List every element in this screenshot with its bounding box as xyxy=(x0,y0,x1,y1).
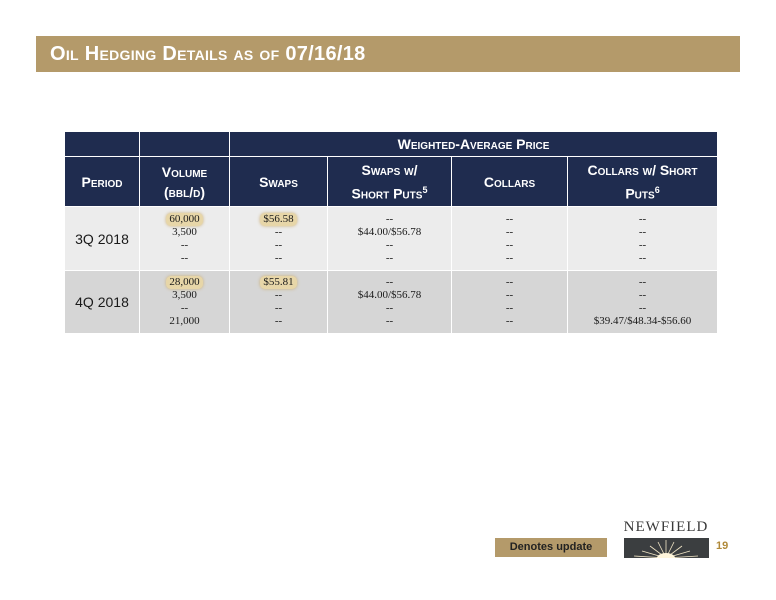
header-period: Period xyxy=(65,157,140,207)
cell-value: -- xyxy=(638,212,647,225)
cell-value: $39.47/$48.34-$56.60 xyxy=(593,315,692,327)
cell-collars-short-puts xyxy=(568,207,718,271)
cell-period: 3Q 2018 xyxy=(65,207,140,271)
footnote-marker: 5 xyxy=(422,184,428,195)
header-swaps-short-puts xyxy=(328,157,452,207)
cell-value: -- xyxy=(505,315,514,327)
cell-value: -- xyxy=(385,251,394,264)
cell-value: -- xyxy=(505,238,514,251)
company-logo-icon xyxy=(624,538,709,558)
cell-value: -- xyxy=(180,302,189,314)
cell-value: -- xyxy=(180,238,189,251)
cell-value: -- xyxy=(505,212,514,225)
header-volume xyxy=(140,157,230,207)
cell-value: -- xyxy=(505,302,514,314)
header-weighted-average-price: Weighted-Average Price xyxy=(230,132,718,157)
cell-value: -- xyxy=(505,289,514,301)
cell-value: -- xyxy=(505,276,514,288)
page-number: 19 xyxy=(716,540,729,552)
cell-value: 3,500 xyxy=(172,289,197,301)
cell-value: -- xyxy=(385,276,394,288)
oil-hedging-table xyxy=(64,131,718,334)
cell-value: -- xyxy=(385,302,394,314)
cell-value: -- xyxy=(638,289,647,301)
cell-value-updated: 60,000 xyxy=(166,213,202,226)
cell-value: -- xyxy=(638,302,647,314)
cell-value: 21,000 xyxy=(169,315,200,327)
cell-value: -- xyxy=(505,225,514,238)
cell-value-updated: $55.81 xyxy=(260,276,296,289)
table-group-header-row xyxy=(65,132,718,157)
cell-value: -- xyxy=(274,289,283,301)
cell-value: -- xyxy=(505,251,514,264)
cell-value: -- xyxy=(385,315,394,327)
cell-value: -- xyxy=(274,302,283,314)
cell-value: -- xyxy=(274,238,283,251)
update-legend: Denotes update xyxy=(495,538,607,557)
cell-value: $44.00/$56.78 xyxy=(357,289,422,301)
cell-swaps xyxy=(230,207,328,271)
page-title: Oil Hedging Details as of 07/16/18 xyxy=(50,43,366,65)
header-blank xyxy=(65,132,140,157)
cell-value: -- xyxy=(385,212,394,225)
header-volume-line1: Volume xyxy=(161,163,208,180)
cell-value: -- xyxy=(180,251,189,264)
footnote-marker: 6 xyxy=(654,184,660,195)
header-blank xyxy=(140,132,230,157)
cell-value: -- xyxy=(638,225,647,238)
header-swaps: Swaps xyxy=(230,157,328,207)
cell-value: -- xyxy=(638,276,647,288)
cell-value-updated: $56.58 xyxy=(260,213,296,226)
header-volume-line2: (bbl/d) xyxy=(164,183,205,200)
cell-period: 4Q 2018 xyxy=(65,271,140,334)
cell-collars xyxy=(452,207,568,271)
header-collars-short-puts xyxy=(568,157,718,207)
header-collars-short-puts-line2: Puts xyxy=(625,185,655,202)
cell-value: -- xyxy=(274,251,283,264)
cell-collars-short-puts xyxy=(568,271,718,334)
cell-value: $44.00/$56.78 xyxy=(357,225,422,238)
cell-swaps-short-puts xyxy=(328,271,452,334)
cell-volume xyxy=(140,271,230,334)
table-header-row xyxy=(65,157,718,207)
cell-collars xyxy=(452,271,568,334)
table-row xyxy=(65,271,718,334)
table-row xyxy=(65,207,718,271)
cell-swaps xyxy=(230,271,328,334)
cell-swaps-short-puts xyxy=(328,207,452,271)
cell-volume xyxy=(140,207,230,271)
cell-value: -- xyxy=(638,238,647,251)
cell-value: 3,500 xyxy=(172,225,197,238)
cell-value: -- xyxy=(385,238,394,251)
header-swaps-short-puts-line1: Swaps w/ xyxy=(361,161,418,178)
cell-value: -- xyxy=(274,225,283,238)
header-collars: Collars xyxy=(452,157,568,207)
header-collars-short-puts-line1: Collars w/ Short xyxy=(587,161,698,178)
company-logo-text: NEWFIELD xyxy=(623,519,709,535)
cell-value: -- xyxy=(274,315,283,327)
cell-value-updated: 28,000 xyxy=(166,276,202,289)
cell-value: -- xyxy=(638,251,647,264)
header-swaps-short-puts-line2: Short Puts xyxy=(351,185,423,202)
